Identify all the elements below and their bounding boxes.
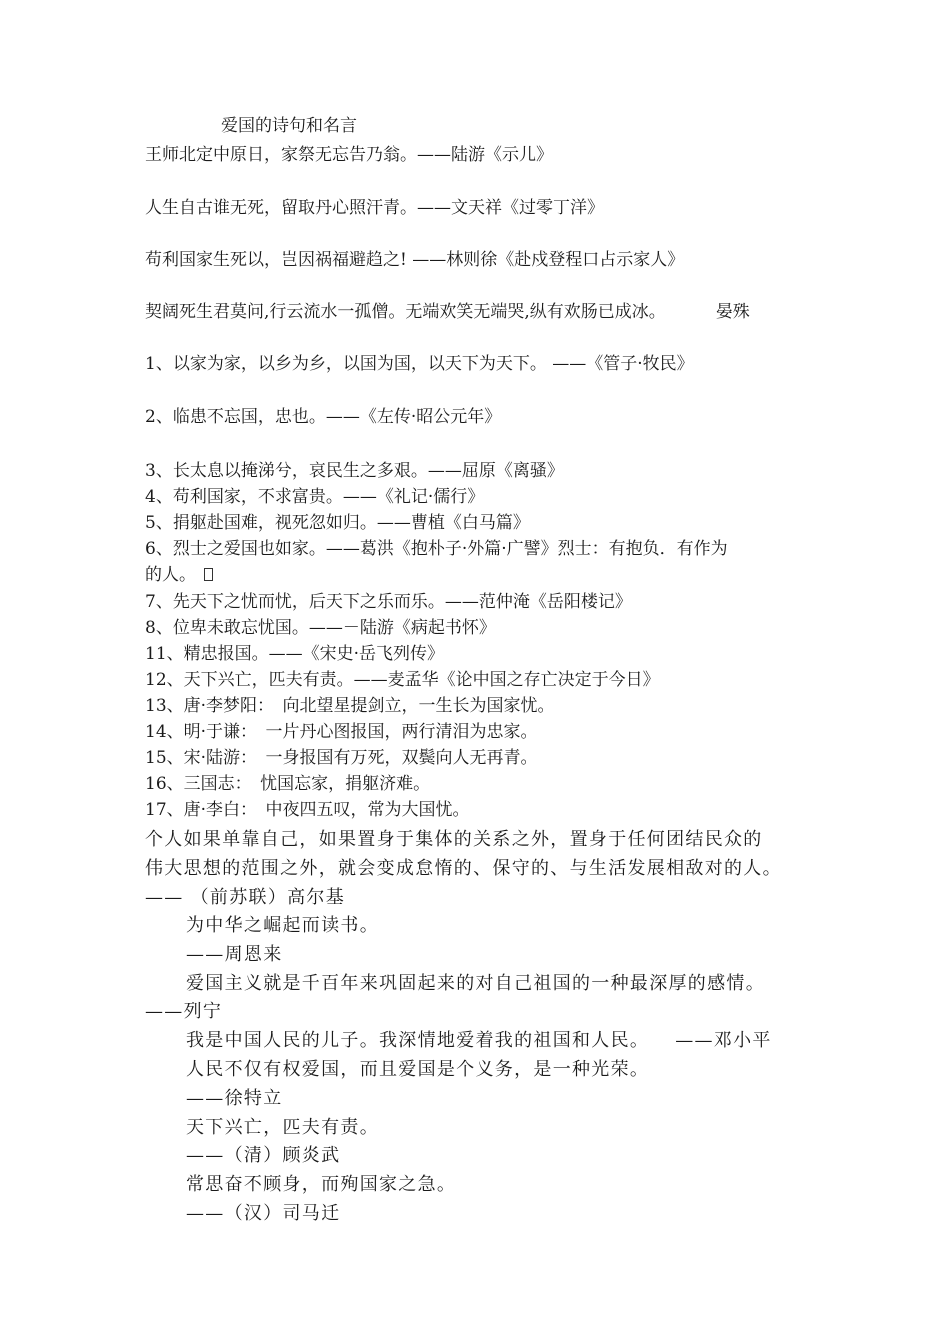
quote-line: 常思奋不顾身，而殉国家之急。 <box>186 1174 457 1195</box>
numbered-quote: 14、明·于谦： 一片丹心图报国，两行清泪为忠家。 <box>145 722 538 742</box>
numbered-quote: 5、捐躯赴国难，视死忽如归。——曹植《白马篇》 <box>145 513 530 533</box>
numbered-quote: 15、宋·陆游： 一身报国有万死，双鬓向人无再青。 <box>145 748 538 768</box>
numbered-quote: 4、苟利国家，不求富贵。——《礼记·儒行》 <box>145 487 485 507</box>
numbered-quote: 11、精忠报国。——《宋史·岳飞列传》 <box>145 644 445 664</box>
quote-attribution: ——周恩来 <box>186 944 283 965</box>
poem-line: 王师北定中原日，家祭无忘告乃翁。——陆游《示儿》 <box>145 145 553 165</box>
numbered-quote: 16、三国志： 忧国忘家，捐躯济难。 <box>145 774 431 794</box>
continued-text: 的人。 <box>145 565 196 585</box>
quote-attribution: —— （前苏联）高尔基 <box>145 887 346 908</box>
quote-line: 爱国主义就是千百年来巩固起来的对自己祖国的一种最深厚的感情。 <box>186 973 765 994</box>
numbered-quote: 3、长太息以掩涕兮，哀民生之多艰。——屈原《离骚》 <box>145 461 564 481</box>
poem-text: 契阔死生君莫问,行云流水一孤僧。无端欢笑无端哭,纵有欢肠已成冰。 <box>145 302 666 322</box>
quote-line <box>186 1030 772 1052</box>
page-title: 爱国的诗句和名言 <box>221 116 357 136</box>
numbered-quote: 7、先天下之忧而忧，后天下之乐而乐。——范仲淹《岳阳楼记》 <box>145 592 632 612</box>
numbered-quote-continued <box>145 564 213 586</box>
quote-attribution: ——徐特立 <box>186 1088 283 1109</box>
numbered-quote: 1、以家为家，以乡为乡，以国为国，以天下为天下。 ——《管子·牧民》 <box>145 354 694 374</box>
quote-line: 伟大思想的范围之外，就会变成怠惰的、保守的、与生活发展相敌对的人。 <box>145 858 782 879</box>
quote-line: 人民不仅有权爱国，而且爱国是个义务，是一种光荣。 <box>186 1059 650 1080</box>
poem-author: 晏殊 <box>715 302 750 322</box>
missing-glyph-box <box>204 568 213 581</box>
numbered-quote: 8、位卑未敢忘忧国。——－陆游《病起书怀》 <box>145 618 496 638</box>
numbered-quote: 12、天下兴亡，匹夫有责。——麦孟华《论中国之存亡决定于今日》 <box>145 670 660 690</box>
numbered-quote: 2、临患不忘国，忠也。——《左传·昭公元年》 <box>145 407 502 427</box>
quote-line: 为中华之崛起而读书。 <box>186 915 379 936</box>
quote-text: 我是中国人民的儿子。我深情地爱着我的祖国和人民。 <box>186 1030 650 1051</box>
quote-attribution: ——列宁 <box>145 1001 223 1022</box>
poem-line <box>145 301 750 323</box>
poem-line: 苟利国家生死以，岂因祸福避趋之! ——林则徐《赴戍登程口占示家人》 <box>145 250 685 270</box>
numbered-quote: 17、唐·李白： 中夜四五叹，常为大国忧。 <box>145 800 470 820</box>
quote-attribution: ——（清）顾炎武 <box>186 1145 341 1166</box>
quote-attribution: ——（汉）司马迁 <box>186 1203 341 1224</box>
quote-author: ——邓小平 <box>675 1030 772 1051</box>
poem-line: 人生自古谁无死，留取丹心照汗青。——文天祥《过零丁洋》 <box>145 198 604 218</box>
quote-line: 天下兴亡，匹夫有责。 <box>186 1117 379 1138</box>
numbered-quote: 13、唐·李梦阳： 向北望星提剑立，一生长为国家忧。 <box>145 696 555 716</box>
quote-line: 个人如果单靠自己，如果置身于集体的关系之外，置身于任何团结民众的 <box>145 829 763 850</box>
numbered-quote: 6、烈士之爱国也如家。——葛洪《抱朴子·外篇·广譬》烈士：有抱负．有作为 <box>145 539 728 559</box>
